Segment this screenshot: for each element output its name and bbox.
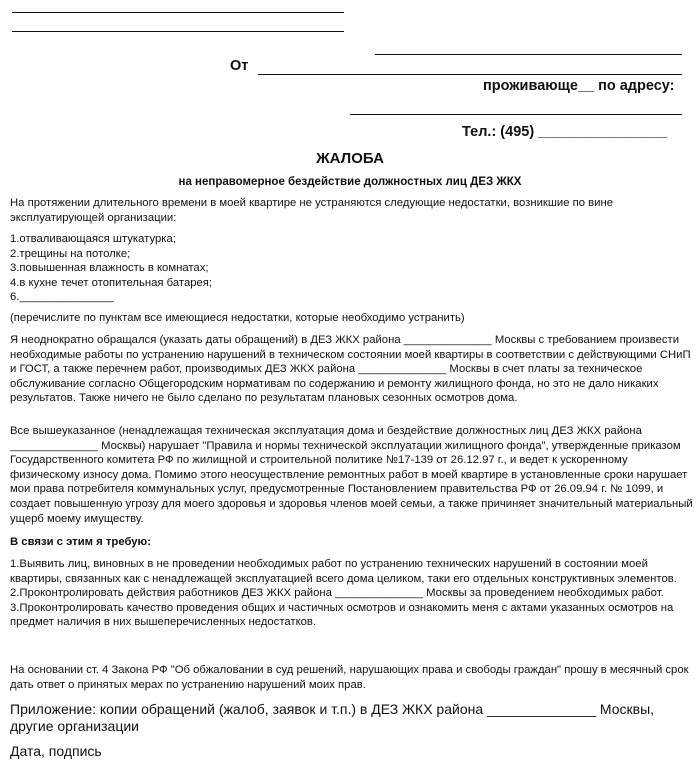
addressee-line-2 — [12, 31, 344, 32]
defects-note — [10, 311, 695, 326]
defects-note-text: (перечислите по пунктам все имеющиеся недостатки, которые необходимо устранить) — [10, 312, 465, 324]
requests-text: Я неоднократно обращался (указать даты обращений) в ДЕЗ ЖКХ района ______________ Москвы с требованием произвести необходимые работы по устранению нарушений в техническом состоянии моей квартиры в соответствии с действующими СНиП и ГОСТ, а также перечнем работ, производимых ДЕЗ ЖКХ района ______________ Москвы в счет платы за техническое обслуживание согласно Общегородским нормативам по содержанию и ремонту жилищного фонда, но это не дало никаких результатов. Также ничего не было сделано по результатам плановых сезонных осмотров дома. — [10, 334, 691, 405]
violation-text: Все вышеуказанное (ненадлежащая техническая эксплуатация дома и бездействие должностных лиц ДЕЗ ЖКХ района ______________ Москвы) нарушает "Правила и нормы технической эксплуатации жилищного фонда", утвержденные приказом Государственного комитета РФ по жилищной и строительной политике №17-139 от 26.12.97 г., и ведет к ускоренному физическому износу дома. Помимо этого неосуществление ремонтных работ в моей квартире в установленные сроки нарушает мои права потребителя коммунальных услуг, предусмотренные Постановлением правительства РФ от 26.09.94 г. № 1099, и создает повышенную угрозу для моего здоровья и здоровья членов моей семьи, а также причиняет значительный материальный ущерб моему имуществу. — [10, 425, 693, 525]
intro-paragraph — [10, 196, 695, 225]
demands-list — [10, 557, 695, 630]
demand-item-1: 1.Выявить лиц, виновных в не проведении необходимых работ по устранению технических нарушений в состоянии моей квартиры, связанных как с ненадлежащей эксплуатацией всего дома целиком, таки его отдельных конструктивных элементов. — [10, 558, 677, 585]
demand-item-2: 2.Проконтролировать действия работников ДЕЗ ЖКХ района ______________ Москвы за проведением необходимых работ. — [10, 587, 664, 600]
sender-line-top — [375, 54, 682, 55]
intro-text: На протяжении длительного времени в моей квартире не устраняются следующие недостатки, возникшие по вине эксплуатирующей организации: — [10, 197, 613, 224]
signature-block — [10, 743, 695, 760]
address-line — [350, 114, 682, 115]
defects-list — [10, 232, 695, 305]
demands-heading-text: В связи с этим я требую: — [10, 536, 151, 548]
from-label: От — [230, 58, 249, 74]
attachment-block — [10, 701, 695, 735]
defect-item-4: 4.в кухне течет отопительная батарея; — [10, 276, 213, 289]
violation-paragraph — [10, 424, 695, 526]
requests-paragraph — [10, 333, 695, 406]
defect-item-6: 6._______________ — [10, 291, 114, 304]
from-name-line — [258, 74, 682, 75]
document-title: ЖАЛОБА — [316, 150, 384, 167]
address-label: проживающе__ по адресу: — [483, 78, 675, 94]
attachment-text: Приложение: копии обращений (жалоб, заявок и т.п.) в ДЕЗ ЖКХ района ______________ Москвы, другие организации — [10, 701, 655, 734]
demands-heading — [10, 535, 695, 550]
signature-text: Дата, подпись — [10, 743, 102, 759]
legal-basis-text: На основании ст. 4 Закона РФ "Об обжаловании в суд решений, нарушающих права и свободы граждан" прошу в месячный срок дать ответ о принятых мерах по устранению нарушений моих прав. — [10, 664, 689, 691]
phone-label: Тел.: (495) ________________ — [462, 124, 668, 140]
addressee-line-1 — [12, 12, 344, 13]
demand-item-3: 3.Проконтролировать качество проведения общих и частичных осмотров и ознакомить меня с актами указанных осмотров на предмет наличия в них вышеперечисленных недостатков. — [10, 601, 674, 629]
defect-item-1: 1.отваливающаяся штукатурка; — [10, 233, 176, 245]
defect-item-2: 2.трещины на потолке; — [10, 247, 131, 260]
defect-item-3: 3.повышенная влажность в комнатах; — [10, 262, 209, 275]
document-subtitle: на неправомерное бездействие должностных лиц ДЕЗ ЖКХ — [178, 176, 522, 188]
legal-basis-paragraph — [10, 663, 695, 692]
